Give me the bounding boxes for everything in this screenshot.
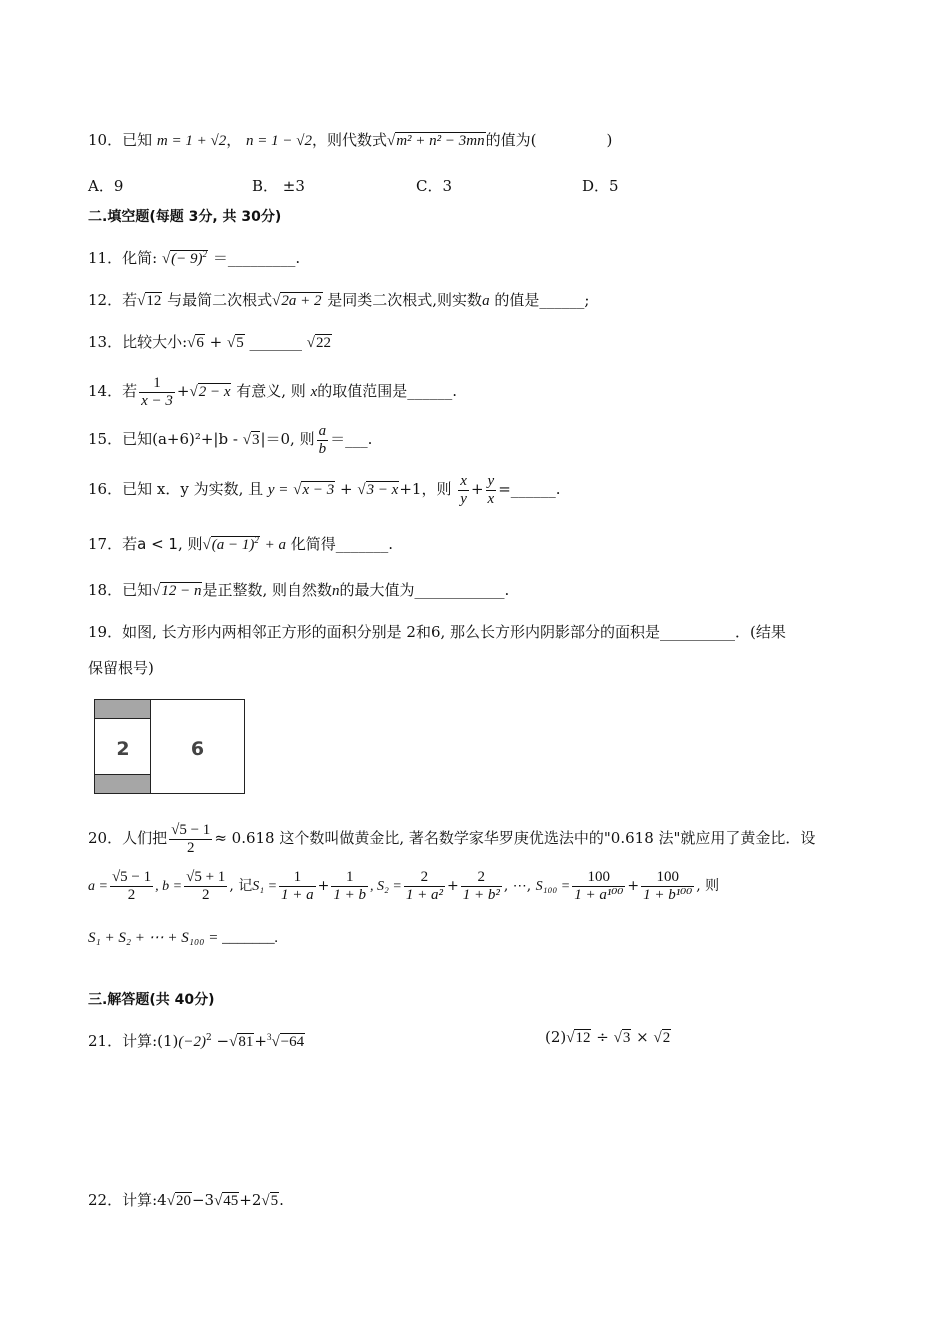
- q21-cube-index: 3: [266, 1032, 272, 1042]
- q10-mid: ，则代数式: [311, 131, 387, 149]
- q14-radicand: 2 − x: [198, 384, 231, 400]
- q12-var: a: [482, 293, 490, 309]
- q12-mid: 与最简二次根式: [167, 291, 273, 309]
- q19-line1: 如图, 长方形内两相邻正方形的面积分别是 2和6, 那么长方形内阴影部分的面积是__________．(结果: [122, 623, 786, 641]
- q17-plus: + a: [264, 537, 287, 553]
- q21-r12: 12: [575, 1030, 591, 1046]
- q20-a-fraction: [110, 869, 153, 904]
- q22-c1: 4: [157, 1191, 167, 1209]
- q22-radical-20: √20: [166, 1193, 191, 1209]
- q12-radical-2: √2a + 2: [272, 293, 322, 309]
- q18-var: n: [332, 583, 340, 599]
- q16-f2d: x: [487, 490, 495, 507]
- q18-radicand: 12 − n: [161, 583, 202, 599]
- section-3-heading: 三.解答题(共 40分): [88, 992, 215, 1008]
- q20-s1: S₁ =: [252, 879, 278, 894]
- question-20-line-2: a = $\frac{√5 - 1}{2}$ , b = $\frac{√5 + 1}{2}$ , 记S₁ = $\frac{1}{1 + a}$ + $\frac{1}{1 + b}$ , S₂ = $\frac{2}{\text{1 + a²}}$ + $\frac{2}{\text{1 + b²}}$ , ⋯, S₁₀₀ = $\frac{100}{\text{1 + a¹⁰⁰}}$ + $\frac{100}{\text{1 + b¹⁰⁰}}$ , 则: [88, 868, 720, 903]
- q21-r81: 81: [238, 1034, 254, 1050]
- q20-gd: 2: [186, 839, 195, 856]
- q22-radical-45: √45: [214, 1193, 239, 1209]
- q21-r3: 3: [622, 1030, 631, 1046]
- q20-s2a-fraction: [404, 869, 445, 904]
- q21-radical-3: √3: [613, 1030, 631, 1046]
- q14-number: 14．: [88, 382, 123, 400]
- q17-tail: 化简得_______.: [290, 535, 394, 553]
- q20-dots: , ⋯,: [503, 878, 536, 894]
- q22-tail: .: [279, 1191, 284, 1209]
- q13-pre: 比较大小:: [122, 333, 188, 351]
- question-21: [88, 1027, 305, 1052]
- q13-r3: 22: [316, 335, 332, 351]
- q20-s1b-fraction: [331, 869, 368, 904]
- q20-b-fraction: [184, 869, 227, 904]
- q13-radical-1: √6: [187, 335, 204, 351]
- q22-pre: 计算:: [122, 1191, 158, 1209]
- q21-radical-81: √81: [229, 1034, 254, 1050]
- question-17: [88, 530, 393, 555]
- question-12: [88, 290, 589, 311]
- q22-r1: 20: [175, 1193, 191, 1209]
- q13-blank: _______: [249, 333, 303, 351]
- q21-div: ÷: [596, 1028, 609, 1046]
- q14-frac-num: 1: [139, 375, 175, 393]
- q16-r2: 3 − x: [366, 482, 399, 498]
- q21-part2: (2): [545, 1028, 567, 1046]
- q15-radical: √3: [242, 432, 260, 448]
- q18-mid: 是正整数, 则自然数: [202, 581, 333, 599]
- q20-then: , 则: [696, 878, 720, 894]
- question-20-line-1: [88, 818, 815, 858]
- q20-gn: √5 − 1: [171, 821, 211, 838]
- q22-r3: 5: [270, 1193, 279, 1209]
- q14-pre: 若: [122, 382, 138, 400]
- q10-options: [88, 176, 848, 196]
- q12-post: 是同类二次根式,则实数: [327, 291, 483, 309]
- q20-s2b-d: 1 + b²: [462, 886, 500, 903]
- question-20-line-3: S₁ + S₂ + ⋯ + S₁₀₀ = _______.: [88, 930, 279, 946]
- q10-radicand: m² + n² − 3mn: [396, 133, 485, 149]
- q13-radical-3: √22: [306, 335, 332, 351]
- q18-number: 18．: [88, 581, 123, 599]
- q17-pre: 若: [122, 535, 138, 553]
- q21-times: ×: [636, 1028, 649, 1046]
- shaded-region-top: [95, 700, 150, 719]
- question-14: 14．若 $\frac{1}{x - 3}$ +√2 − x 有意义, 则 x的取值范围是______.: [88, 374, 458, 409]
- q10-m-expr: m = 1 + √2: [156, 133, 227, 149]
- q12-radical-1: √12: [137, 293, 162, 309]
- q15-number: 15．: [88, 430, 123, 448]
- q17-radicand: (a − 1): [211, 537, 255, 553]
- golden-ratio-fraction: [169, 822, 212, 857]
- q14-var: x: [310, 384, 318, 400]
- q20-s100b-n: 100: [641, 869, 694, 887]
- q16-fraction-1: [458, 473, 469, 508]
- q13-number: 13．: [88, 333, 123, 351]
- q20-number: 20．: [88, 829, 123, 847]
- q14-post: 有意义, 则: [236, 382, 306, 400]
- q11-number: 11．: [88, 249, 123, 267]
- q10-n-expr: n = 1 − √2: [245, 133, 312, 149]
- section-2-heading: 二.填空题(每题 3分, 共 30分): [88, 209, 282, 225]
- q20-bd: 2: [201, 886, 210, 903]
- q21-p1: (−2): [178, 1034, 207, 1050]
- question-21-part-2: [545, 1027, 671, 1048]
- q11-radical: √(− 9)$^2$: [161, 249, 208, 267]
- q21-exp: 2: [206, 1033, 212, 1043]
- q16-then: ，则: [421, 480, 452, 498]
- option-a[interactable]: A．9: [88, 177, 124, 195]
- q15-frac-num: a: [318, 422, 327, 439]
- q10-number: 10．: [88, 131, 123, 149]
- q11-exp: 2: [202, 249, 208, 259]
- q21-radical-12: √12: [566, 1030, 591, 1046]
- q21-cube-root: $^3$√−64: [266, 1032, 305, 1050]
- small-square-label: 2: [116, 738, 130, 760]
- q21-number: 21．: [88, 1032, 123, 1050]
- option-b[interactable]: B． ±3: [252, 177, 305, 195]
- question-10: 10．已知 m = 1 + √2， n = 1 − √2，则代数式√m² + n² − 3mn的值为( ): [88, 131, 613, 149]
- q15-mid: |＝0, 则: [260, 430, 315, 448]
- q18-tail: 的最大值为____________.: [339, 581, 510, 599]
- q22-number: 22．: [88, 1191, 123, 1209]
- q20-s100: S₁₀₀ =: [535, 879, 571, 894]
- q16-r1: x − 3: [302, 482, 335, 498]
- q20-b-lhs: , b =: [155, 879, 183, 894]
- q11-expr: (− 9): [171, 251, 203, 267]
- q13-r1: 6: [196, 335, 204, 351]
- q20-s1a-d: 1 + a: [281, 886, 314, 903]
- q14-tail: 的取值范围是______.: [317, 382, 458, 400]
- q20-s2b-n: 2: [461, 869, 502, 887]
- q22-op1: −3: [191, 1191, 215, 1209]
- q20-s100a-fraction: [572, 869, 625, 904]
- small-square-column: [95, 700, 151, 793]
- q20-s100a-d: 1 + a¹⁰⁰: [574, 886, 624, 903]
- q16-number: 16．: [88, 480, 123, 498]
- q16-radical-2: √3 − x: [357, 482, 399, 498]
- q20-ad: 2: [127, 886, 136, 903]
- q21-plus: +: [254, 1032, 267, 1050]
- q16-plus1: +1: [399, 480, 422, 498]
- q10-prefix: 已知: [122, 131, 153, 149]
- q20-s100b-fraction: [641, 869, 694, 904]
- q17-comma: , 则: [177, 535, 203, 553]
- q20-pre: 人们把: [122, 829, 168, 847]
- q20-s1a-n: 1: [279, 869, 316, 887]
- rectangle-figure: [94, 699, 245, 794]
- q10-post: 的值为(: [485, 131, 537, 149]
- q16-tail: =______.: [498, 480, 561, 498]
- q13-radical-2: √5: [227, 335, 244, 351]
- q20-s2a-n: 2: [404, 869, 445, 887]
- q17-number: 17．: [88, 535, 123, 553]
- q12-tail: 的值是______;: [494, 291, 590, 309]
- q20-s2a-d: 1 + a²: [405, 886, 443, 903]
- q20-s1a-fraction: [279, 869, 316, 904]
- q21-pre: 计算:(1): [122, 1032, 179, 1050]
- q20-bn: √5 + 1: [186, 868, 226, 885]
- q20-a-lhs: a =: [88, 879, 108, 894]
- q22-op2: +2: [239, 1191, 262, 1209]
- q20-s1b-n: 1: [331, 869, 368, 887]
- question-19-line-2: 保留根号): [88, 659, 154, 677]
- question-16: 16．已知 x．y 为实数, 且 y = √x − 3 + √3 − x+1，则 $\frac{x}{y}$ + $\frac{y}{x}$ =______.: [88, 472, 561, 507]
- q12-r2: 2a + 2: [281, 293, 322, 309]
- q17-radical: $√(a - 1)^2$: [202, 535, 259, 553]
- shaded-region-bottom: [95, 774, 150, 793]
- large-square-label: 6: [190, 738, 205, 760]
- q12-number: 12．: [88, 291, 123, 309]
- q21-r2: 2: [662, 1030, 671, 1046]
- q11-text: 化简:: [122, 249, 158, 267]
- q14-frac-den: x − 3: [141, 392, 173, 409]
- q16-f2n: y: [487, 472, 495, 489]
- question-11: [88, 244, 300, 269]
- question-15: [88, 420, 372, 459]
- q16-pre: 已知 x．y 为实数, 且: [122, 480, 264, 498]
- q12-pre: 若: [122, 291, 138, 309]
- q11-tail: ＝_________.: [212, 249, 301, 267]
- q20-an: √5 − 1: [111, 868, 152, 885]
- q19-number: 19．: [88, 623, 123, 641]
- q20-s2b-fraction: [461, 869, 502, 904]
- q21-rneg64: −64: [280, 1034, 305, 1050]
- q18-radical: √12 − n: [152, 583, 202, 599]
- q15-tail: ＝___.: [330, 430, 373, 448]
- q17-exp: 2: [254, 535, 259, 545]
- question-13: 13．比较大小:√6 + √5 _______ √22: [88, 333, 332, 351]
- q20-line1: ≈ 0.618 这个数叫做黄金比, 著名数学家华罗庚优选法中的"0.618 法"就应用了黄金比．设: [214, 829, 816, 847]
- question-22: [88, 1190, 284, 1211]
- q20-s100a-n: 100: [572, 869, 625, 887]
- q20-ji: , 记: [229, 878, 253, 894]
- q14-fraction: [139, 375, 175, 410]
- q20-s1b-d: 1 + b: [333, 886, 367, 903]
- q14-radical: √2 − x: [189, 384, 231, 400]
- q21-minus: −: [216, 1032, 230, 1050]
- option-d[interactable]: D．5: [582, 177, 619, 195]
- q12-r1: 12: [146, 293, 162, 309]
- q16-f1d: y: [460, 490, 467, 507]
- question-19-line-1: [88, 622, 786, 642]
- q20-s100b-d: 1 + b¹⁰⁰: [643, 886, 693, 903]
- q21-radical-2: √2: [653, 1030, 671, 1046]
- q16-f1n: x: [460, 472, 467, 489]
- q17-cond: a < 1: [137, 535, 178, 553]
- q10-close: ): [606, 131, 613, 149]
- q10-radical: √m² + n² − 3mn: [386, 133, 485, 149]
- q13-r2: 5: [236, 335, 244, 351]
- q16-lhs: y =: [267, 482, 289, 498]
- q15-frac-den: b: [318, 440, 327, 457]
- q22-radical-5: √5: [261, 1193, 279, 1209]
- q16-radical-1: √x − 3: [293, 482, 335, 498]
- q15-r: 3: [251, 432, 260, 448]
- q22-r2: 45: [223, 1193, 239, 1209]
- q18-pre: 已知: [122, 581, 153, 599]
- q20-s2: , S₂ =: [370, 879, 402, 894]
- question-18: [88, 580, 509, 601]
- option-c[interactable]: C．3: [416, 177, 453, 195]
- q15-pre: 已知(a+6)²+|b -: [122, 430, 243, 448]
- q16-fraction-2: [486, 473, 497, 508]
- q15-fraction: [317, 423, 329, 458]
